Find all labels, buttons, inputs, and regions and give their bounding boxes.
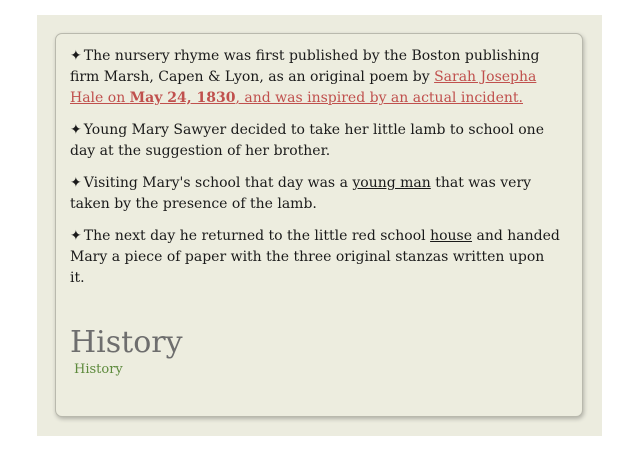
paragraph-text: The next day he returned to the little red school — [83, 228, 431, 244]
bullet-paragraph-3 — [70, 173, 560, 215]
bullet-paragraph-4 — [70, 226, 560, 289]
slide-background — [37, 15, 602, 436]
paragraph-text: that was very taken by the presence of the lamb. — [70, 175, 532, 212]
slide-title: History — [70, 325, 183, 360]
paragraph-text: Young Mary Sawyer decided to take her little lamb to school one day at the suggestion of her brother. — [70, 122, 544, 159]
house-link[interactable]: house — [430, 228, 473, 244]
star-bullet-icon: ✦ — [70, 228, 82, 244]
young-man-link[interactable]: young man — [352, 175, 431, 191]
date-link[interactable]: May 24, 1830 — [129, 90, 236, 106]
author-link[interactable]: Sarah Josepha Hale on — [70, 69, 537, 106]
paragraph-text: and handed Mary a piece of paper with the three original stanzas written upon it. — [70, 228, 560, 286]
bullet-paragraph-1 — [70, 46, 560, 109]
paragraph-text: Visiting Mary's school that day was a — [83, 175, 353, 191]
star-bullet-icon: ✦ — [70, 48, 82, 64]
content-card — [55, 33, 583, 417]
paragraph-text: The nursery rhyme was first published by the Boston publishing firm Marsh, Capen & Lyon, as an original poem by — [70, 48, 540, 85]
bullet-list — [70, 46, 560, 300]
slide-subtitle: History — [74, 362, 123, 377]
star-bullet-icon: ✦ — [70, 175, 82, 191]
incident-link[interactable]: , and was inspired by an actual incident. — [235, 90, 523, 106]
bullet-paragraph-2 — [70, 120, 560, 162]
star-bullet-icon: ✦ — [70, 122, 82, 138]
